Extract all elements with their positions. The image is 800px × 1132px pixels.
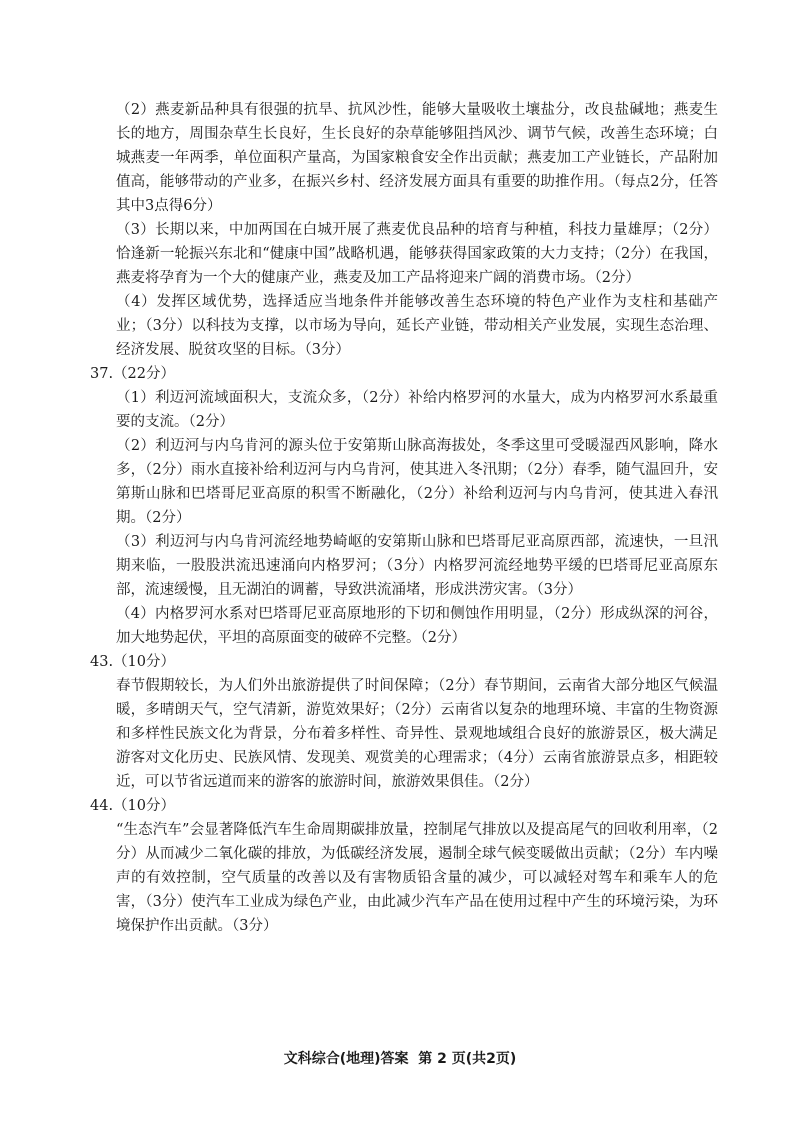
page-footer — [0, 1048, 800, 1068]
footer-title: 文科综合(地理)答案 — [283, 1051, 409, 1067]
q36-part3: （3）长期以来，中加两国在白城开展了燕麦优良品种的培育与种植，科技力量雄厚；（2分）恰逢新一轮振兴东北和“健康中国”战略机遇，能够获得国家政策的大力支持；（2分）在我国，燕麦将孕育为一个大的健康产业，燕麦及加工产品将迎来广阔的消费市场。（2分） — [116, 222, 718, 286]
q37-part3: （3）利迈河与内乌肯河流经地势崎岖的安第斯山脉和巴塔哥尼亚高原西部，流速快，一旦汛期来临，一股股洪流迅速涌向内格罗河；（3分）内格罗河流经地势平缓的巴塔哥尼亚高原东部，流速缓慢，且无湖泊的调蓄，导致洪流涌堵，形成洪涝灾害。（3分） — [116, 534, 718, 598]
q37-number: 37.（22分） — [90, 366, 176, 382]
q36-part4: （4）发挥区域优势，选择适应当地条件并能够改善生态环境的特色产业作为支柱和基础产业；（3分）以科技为支撑，以市场为导向，延长产业链，带动相关产业发展，实现生态治理、经济发展、脱贫攻坚的目标。（3分） — [116, 294, 718, 358]
q44-answer: “生态汽车”会显著降低汽车生命周期碳排放量，控制尾气排放以及提高尾气的回收利用率，（2分）从而减少二氧化碳的排放，为低碳经济发展，遏制全球气候变暖做出贡献；（2分）车内噪声的有效控制，空气质量的改善以及有害物质铅含量的减少，可以减轻对驾车和乘车人的危害，（3分）使汽车工业成为绿色产业，由此减少汽车产品在使用过程中产生的环境污染，为环境保护作出贡献。（3分） — [116, 822, 718, 934]
q37-part4: （4）内格罗河水系对巴塔哥尼亚高原地形的下切和侧蚀作用明显，（2分）形成纵深的河谷，加大地势起伏，平坦的高原面变的破碎不完整。（2分） — [116, 606, 718, 646]
q37-part1: （1）利迈河流域面积大，支流众多，（2分）补给内格罗河的水量大，成为内格罗河水系最重要的支流。（2分） — [116, 390, 718, 430]
answer-sheet-body — [90, 98, 718, 938]
q43-answer: 春节假期较长，为人们外出旅游提供了时间保障；（2分）春节期间，云南省大部分地区气候温暖，多晴朗天气，空气清新，游览效果好；（2分）云南省以复杂的地理环境、丰富的生物资源和多样性民族文化为背景，分布着多样性、奇异性、景观地域组合良好的旅游景区，极大满足游客对文化历史、民族风情、发现美、观赏美的心理需求；（4分）云南省旅游景点多，相距较近，可以节省远道而来的游客的旅游时间，旅游效果俱佳。（2分） — [116, 678, 718, 790]
footer-page-number: 第 2 页(共2页) — [418, 1051, 517, 1067]
q43-number: 43.（10分） — [90, 654, 176, 670]
q44-number: 44.（10分） — [90, 798, 176, 814]
q37-part2: （2）利迈河与内乌肯河的源头位于安第斯山脉高海拔处，冬季这里可受暖湿西风影响，降水多，（2分）雨水直接补给利迈河与内乌肯河，使其进入冬汛期；（2分）春季，随气温回升，安第斯山脉和巴塔哥尼亚高原的积雪不断融化，（2分）补给利迈河与内乌肯河，使其进入春汛期。（2分） — [116, 438, 718, 526]
q36-part2: （2）燕麦新品种具有很强的抗旱、抗风沙性，能够大量吸收土壤盐分，改良盐碱地；燕麦生长的地方，周围杂草生长良好，生长良好的杂草能够阻挡风沙、调节气候，改善生态环境；白城燕麦一年两季，单位面积产量高，为国家粮食安全作出贡献；燕麦加工产业链长，产品附加值高，能够带动的产业多，在振兴乡村、经济发展方面具有重要的助推作用。（每点2分，任答其中3点得6分） — [116, 102, 718, 214]
